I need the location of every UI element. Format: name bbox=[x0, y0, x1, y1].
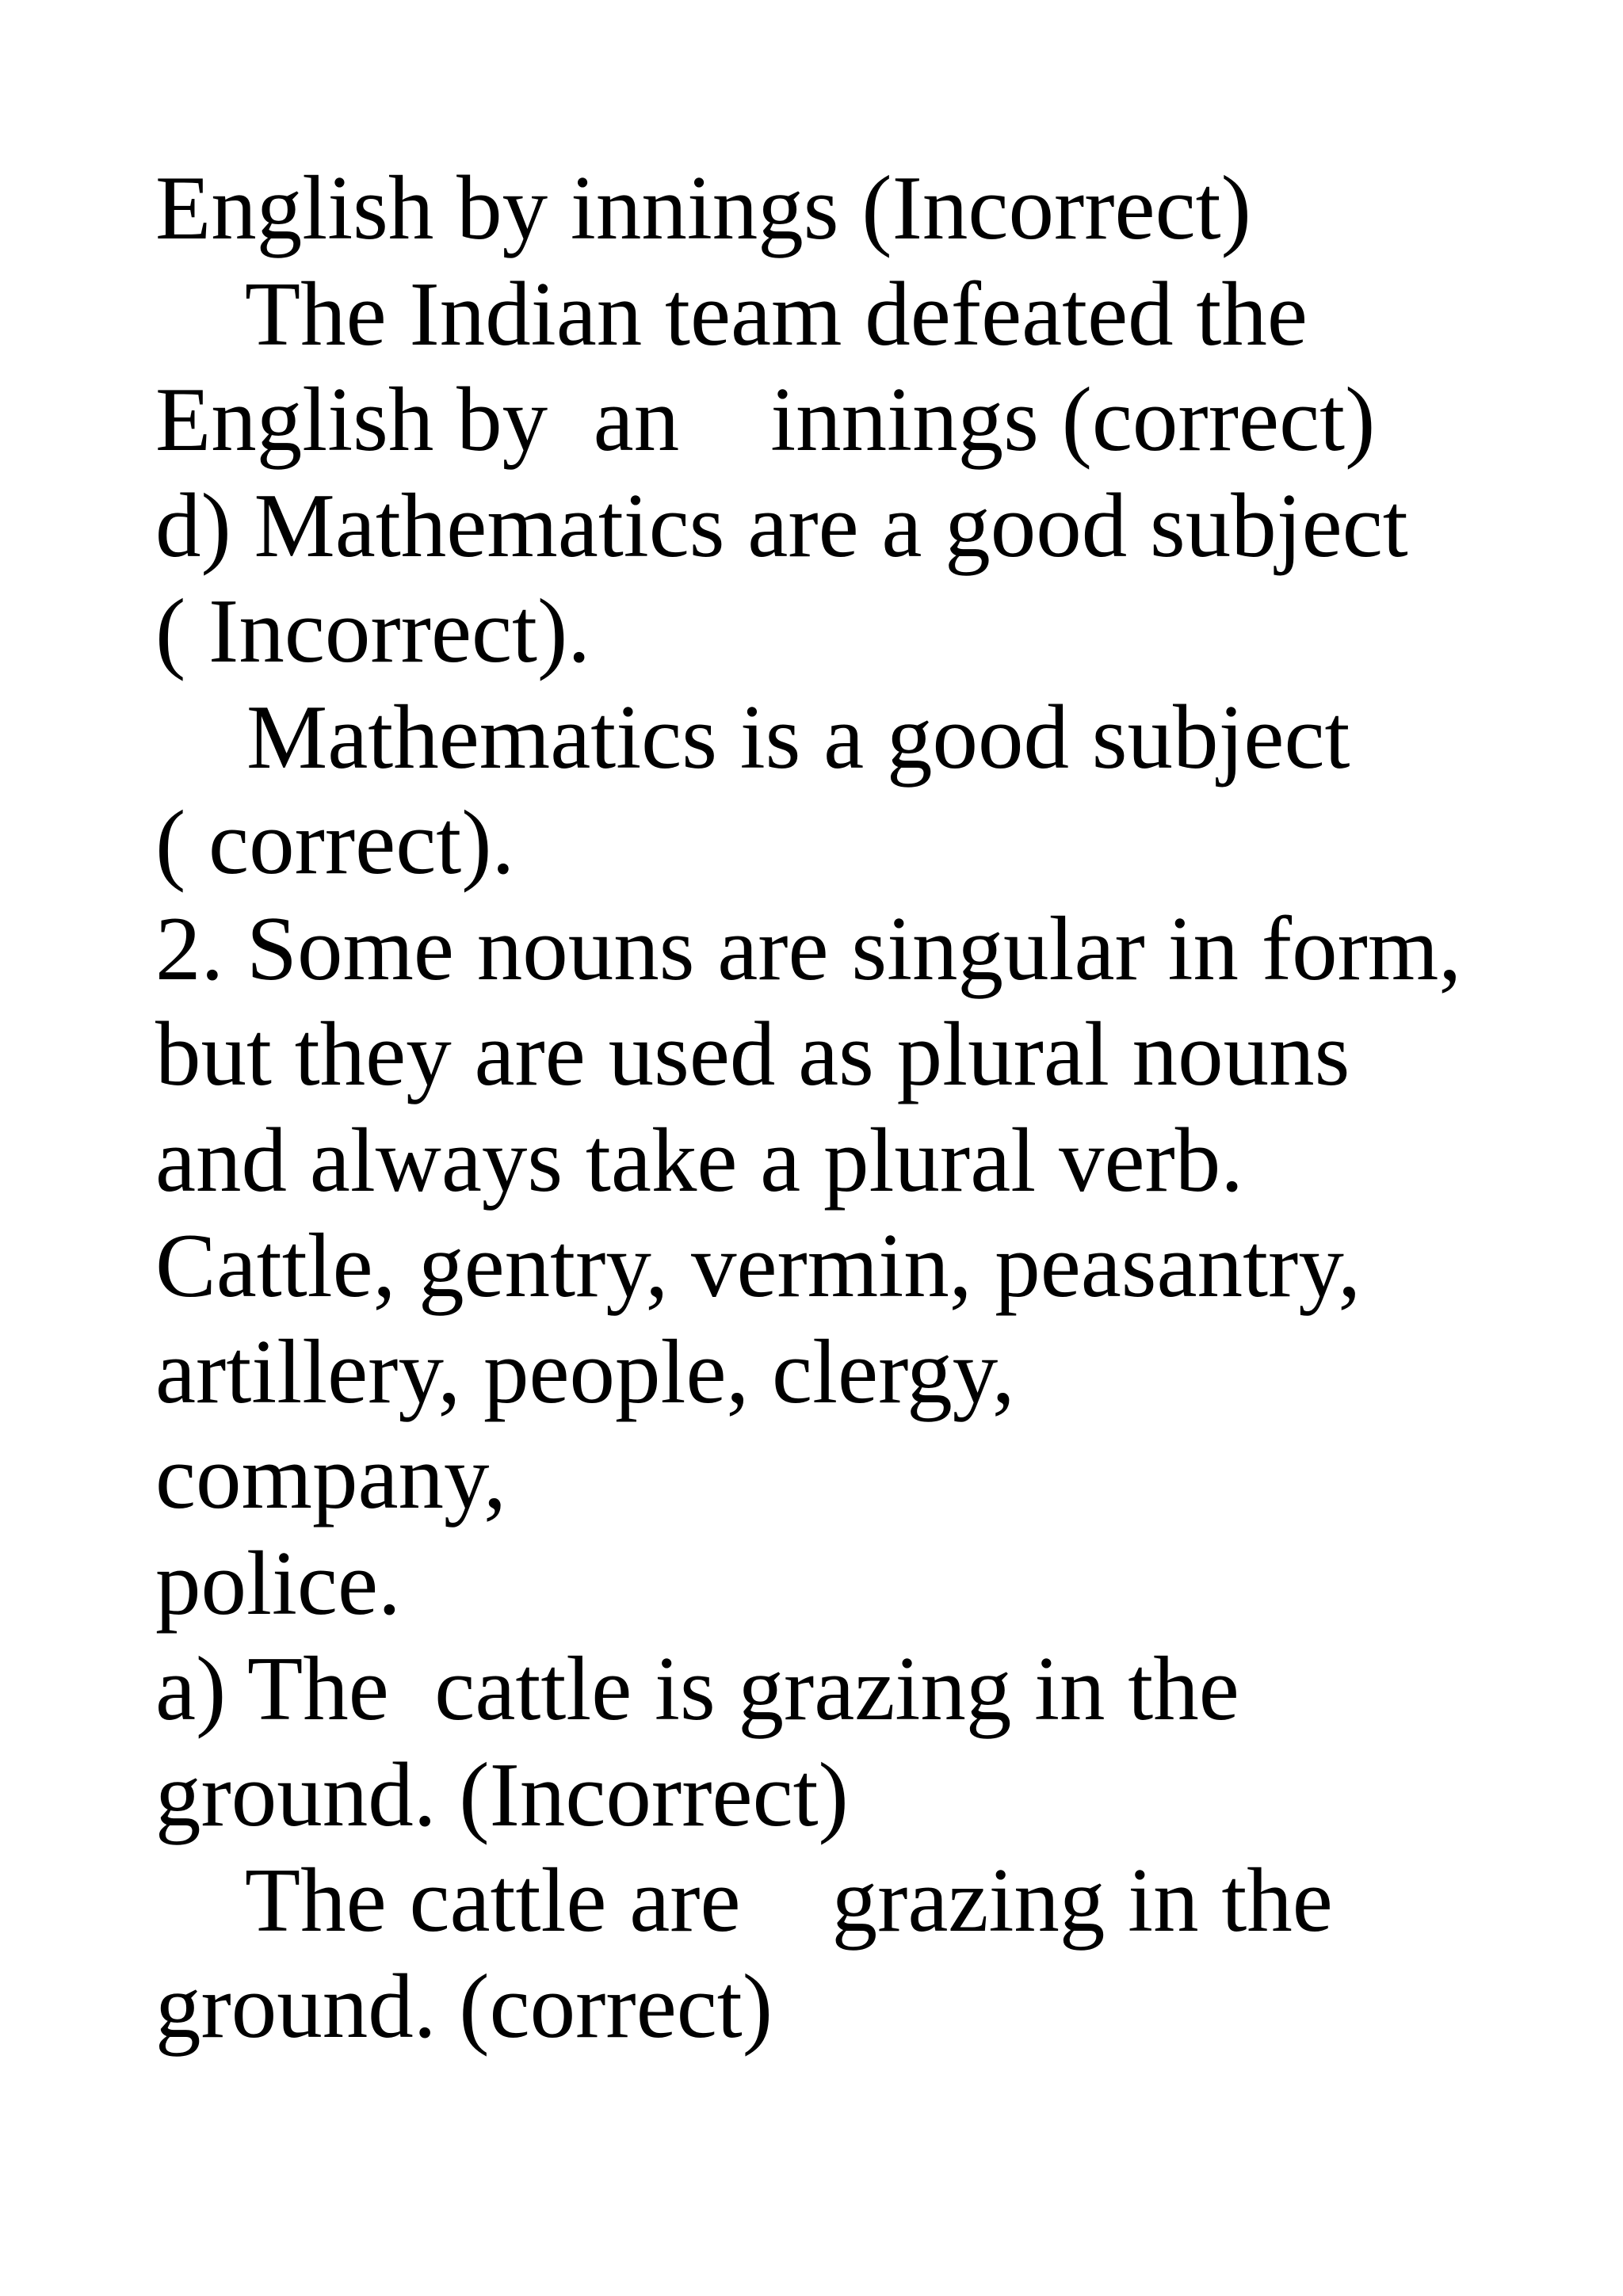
text-line: English by an innings (correct) bbox=[155, 369, 1376, 470]
text-line: 2. Some nouns are singular in form, bbox=[155, 898, 1462, 999]
text-line: ( Incorrect). bbox=[155, 581, 591, 681]
text-line: but they are used as plural nouns bbox=[155, 1004, 1350, 1104]
text-line: Mathematics is a good subject bbox=[155, 686, 1350, 788]
text-line: The Indian team defeated the bbox=[155, 263, 1308, 364]
text-line: ground. (correct) bbox=[155, 1955, 773, 2057]
text-line: d) Mathematics are a good subject bbox=[155, 475, 1408, 576]
text-line: and always take a plural verb. bbox=[155, 1109, 1244, 1211]
text-line: a) The cattle is grazing in the bbox=[155, 1638, 1239, 1739]
text-line: artillery, people, clergy, bbox=[155, 1321, 1015, 1422]
text-line: English by innings (Incorrect) bbox=[155, 158, 1251, 258]
text-line: The cattle are grazing in the bbox=[155, 1850, 1333, 1951]
text-line: Cattle, gentry, vermin, peasantry, bbox=[155, 1215, 1361, 1316]
document-text bbox=[155, 155, 1566, 2059]
text-line: ground. (Incorrect) bbox=[155, 1744, 849, 1845]
text-line: ( correct). bbox=[155, 792, 515, 893]
text-line: police. bbox=[155, 1532, 401, 1634]
text-line: company, bbox=[155, 1427, 506, 1527]
